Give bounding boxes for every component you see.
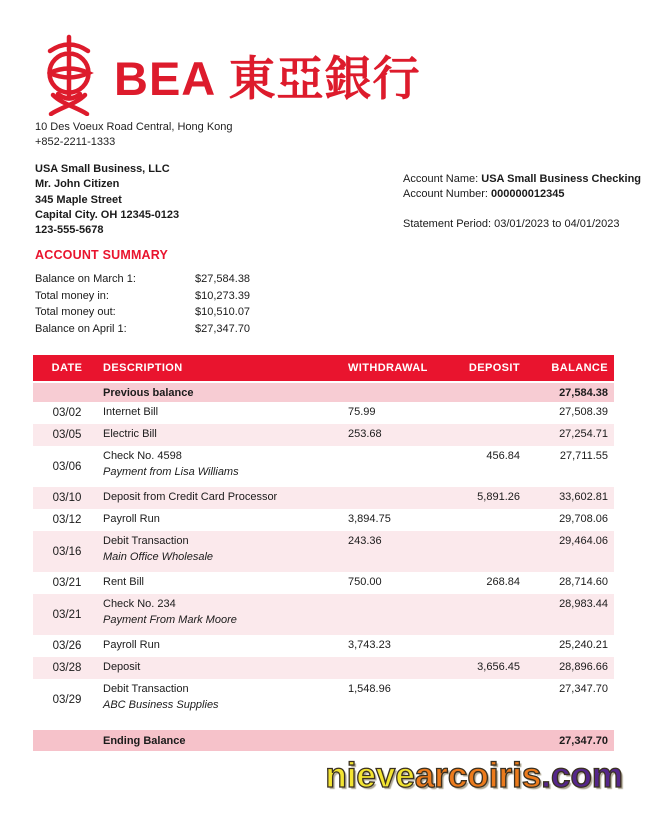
customer-line: Capital City. OH 12345-0123: [35, 208, 180, 221]
cell-deposit: [450, 424, 522, 446]
cell-withdrawal: 243.36: [348, 535, 382, 547]
cell-description: [101, 679, 345, 720]
transaction-description-detail: Payment From Mark Moore: [103, 614, 237, 626]
cell-date: 03/26: [52, 640, 82, 652]
cell-balance: 29,708.06: [559, 513, 608, 525]
cell-balance: 27,711.55: [559, 450, 608, 462]
transaction-description: Debit Transaction: [103, 535, 189, 547]
cell-deposit: 456.84: [486, 450, 520, 462]
table-row: [33, 594, 614, 635]
transaction-description: Check No. 4598: [103, 450, 182, 462]
customer-line: 123-555-5678: [35, 224, 104, 237]
column-header-withdrawal: WITHDRAWAL: [348, 362, 428, 374]
cell-withdrawal: 750.00: [348, 576, 382, 588]
cell-date: 03/10: [52, 492, 82, 504]
cell-balance: 27,508.39: [559, 406, 608, 418]
summary-row: [35, 271, 335, 288]
previous-balance-row: [33, 381, 614, 402]
cell-description: [101, 402, 345, 424]
cell-withdrawal: 75.99: [348, 406, 376, 418]
cell-withdrawal: [345, 446, 450, 487]
table-row: [33, 424, 614, 446]
cell-date: 03/21: [52, 577, 82, 589]
transaction-description-detail: Main Office Wholesale: [103, 551, 214, 563]
cell-deposit: [450, 594, 522, 635]
cell-deposit: [450, 509, 522, 531]
cell-balance: 29,464.06: [559, 535, 608, 547]
summary-row: [35, 321, 335, 338]
cell-withdrawal: 3,743.23: [348, 639, 391, 651]
table-spacer: [33, 720, 614, 730]
customer-line: USA Small Business, LLC: [35, 163, 170, 175]
table-row: [33, 446, 614, 487]
bank-address-line: 10 Des Voeux Road Central, Hong Kong: [35, 121, 233, 133]
transaction-description: Internet Bill: [103, 406, 159, 418]
cell-date: 03/16: [52, 545, 82, 558]
transaction-description: Rent Bill: [103, 576, 144, 588]
statement-period-label: Statement Period:: [403, 218, 495, 230]
column-header-deposit: DEPOSIT: [468, 362, 520, 374]
brand-header: [38, 34, 421, 116]
cell-date: 03/05: [52, 429, 82, 441]
cell-date: 03/28: [52, 662, 82, 674]
cell-deposit: [450, 635, 522, 657]
previous-balance-label: Previous balance: [103, 386, 194, 399]
customer-line: 345 Maple Street: [35, 193, 122, 206]
customer-address-block: [35, 162, 179, 238]
watermark-segment: nieve: [325, 756, 415, 795]
cell-balance: 28,983.44: [559, 598, 608, 610]
table-row: [33, 487, 614, 509]
cell-withdrawal: [345, 487, 450, 509]
account-info-label: Account Number:: [403, 188, 492, 200]
ending-balance-row: [33, 730, 614, 751]
account-info-row: [403, 172, 641, 187]
cell-withdrawal: [345, 657, 450, 679]
cell-date: 03/12: [52, 514, 82, 526]
summary-row: [35, 288, 335, 305]
cell-deposit: 268.84: [486, 576, 520, 588]
transaction-table-header: [33, 355, 614, 381]
customer-line: Mr. John Citizen: [35, 178, 120, 191]
cell-balance: 27,254.71: [559, 428, 608, 440]
cell-deposit: [450, 402, 522, 424]
cell-balance: 27,347.70: [559, 683, 608, 695]
cell-description: [101, 657, 345, 679]
summary-label: Balance on April 1:: [35, 322, 127, 335]
cell-description: [101, 572, 345, 594]
brand-wordmark: BEA 東亞銀行: [114, 51, 421, 105]
cell-description: [101, 509, 345, 531]
cell-description: [101, 594, 345, 635]
summary-value: $27,347.70: [195, 322, 251, 335]
cell-balance: 28,896.66: [559, 661, 608, 673]
transaction-description: Check No. 234: [103, 598, 176, 610]
cell-deposit: [450, 679, 522, 720]
column-header-description: DESCRIPTION: [103, 362, 183, 374]
summary-row: [35, 304, 335, 321]
summary-label: Balance on March 1:: [35, 273, 136, 285]
transaction-rows: [33, 402, 614, 720]
transaction-table: [33, 355, 614, 751]
cell-deposit: 3,656.45: [477, 661, 520, 673]
cell-withdrawal: 1,548.96: [348, 683, 391, 695]
cell-balance: 28,714.60: [559, 576, 608, 588]
summary-value: $10,273.39: [195, 289, 251, 302]
table-row: [33, 635, 614, 657]
cell-deposit: 5,891.26: [477, 491, 520, 503]
cell-description: [101, 424, 345, 446]
account-summary-list: [35, 271, 335, 337]
bank-phone: +852-2211-1333: [35, 136, 116, 148]
transaction-description-detail: Payment from Lisa Williams: [103, 466, 239, 478]
account-info-value: 000000012345: [491, 188, 565, 200]
cell-withdrawal: 253.68: [348, 428, 382, 440]
statement-period-value: 03/01/2023 to 04/01/2023: [494, 218, 620, 230]
summary-label: Total money in:: [35, 289, 109, 302]
ending-balance-label: Ending Balance: [103, 734, 186, 747]
cell-date: 03/06: [52, 460, 82, 473]
transaction-description: Deposit: [103, 661, 141, 673]
cell-date: 03/29: [52, 693, 82, 706]
summary-label: Total money out:: [35, 306, 116, 318]
account-info-label: Account Name:: [403, 173, 482, 185]
account-info-row: [403, 187, 641, 202]
cell-description: [101, 487, 345, 509]
cell-description: [101, 635, 345, 657]
bea-bank-logo-icon: [38, 34, 100, 116]
cell-description: [101, 446, 345, 487]
account-info-value: USA Small Business Checking: [481, 173, 642, 185]
summary-value: $10,510.07: [195, 306, 251, 318]
column-header-date: DATE: [51, 362, 83, 374]
table-row: [33, 531, 614, 572]
summary-value: $27,584.38: [195, 273, 251, 285]
table-row: [33, 572, 614, 594]
table-row: [33, 679, 614, 720]
cell-balance: 25,240.21: [559, 639, 608, 651]
transaction-description-detail: ABC Business Supplies: [103, 699, 219, 711]
cell-deposit: [450, 531, 522, 572]
watermark-segment: arcoiris: [414, 756, 542, 795]
watermark-segment: .com: [541, 756, 623, 795]
table-row: [33, 657, 614, 679]
cell-date: 03/21: [52, 608, 82, 621]
cell-date: 03/02: [52, 407, 82, 419]
statement-period: [403, 217, 641, 232]
cell-balance: 33,602.81: [559, 491, 608, 503]
transaction-description: Payroll Run: [103, 639, 160, 651]
previous-balance-amount: 27,584.38: [559, 386, 608, 399]
cell-withdrawal: [345, 594, 450, 635]
transaction-description: Electric Bill: [103, 428, 157, 440]
table-row: [33, 509, 614, 531]
account-info-block: [403, 172, 641, 232]
cell-withdrawal: 3,894.75: [348, 513, 391, 525]
ending-balance-amount: 27,347.70: [559, 734, 608, 747]
table-row: [33, 402, 614, 424]
cell-description: [101, 531, 345, 572]
bank-address-block: [35, 120, 233, 150]
transaction-description: Deposit from Credit Card Processor: [103, 491, 278, 503]
account-summary-title: ACCOUNT SUMMARY: [35, 248, 169, 262]
transaction-description: Debit Transaction: [103, 683, 189, 695]
column-header-balance: BALANCE: [551, 362, 608, 374]
transaction-description: Payroll Run: [103, 513, 160, 525]
site-watermark: [325, 756, 623, 796]
